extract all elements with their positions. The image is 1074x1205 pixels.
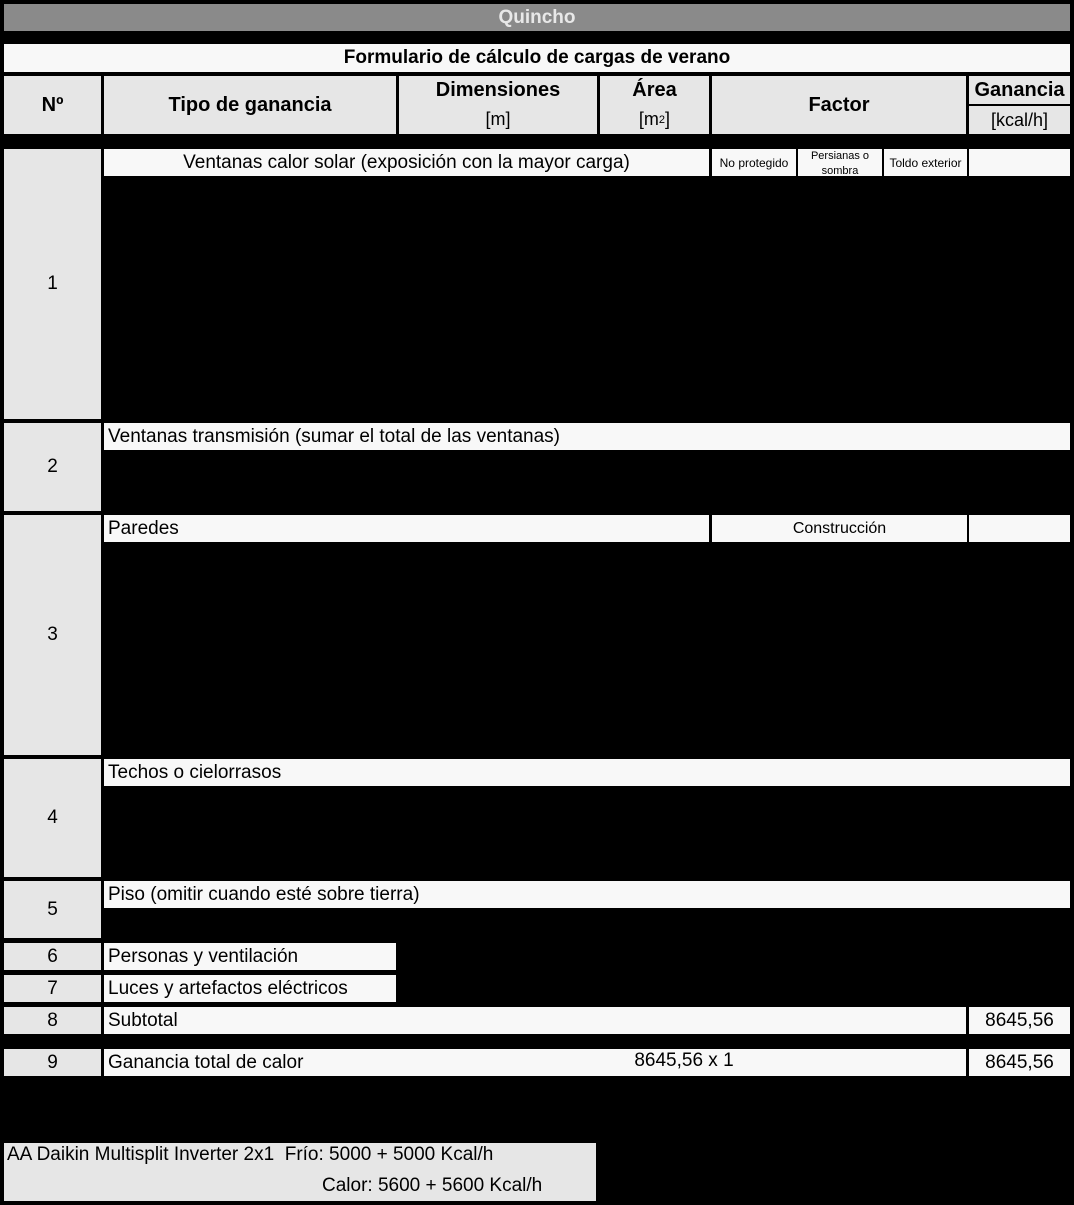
header-area-label: Área: [632, 79, 677, 101]
solar-factor-awning: Toldo exterior: [884, 149, 967, 176]
area-unit-base: [m: [638, 109, 659, 129]
header-dimensions: [399, 76, 597, 134]
header-gain-type: Tipo de ganancia: [104, 76, 396, 134]
row-label-6: Personas y ventilación: [104, 943, 396, 970]
header-gain: Ganancia: [969, 76, 1070, 104]
total-calculation: 8645,56 x 1: [634, 1050, 734, 1071]
row-label-1: Ventanas calor solar (exposición con la mayor carga): [104, 149, 709, 176]
row-label-7: Luces y artefactos eléctricos: [104, 975, 396, 1002]
row-label-2: Ventanas transmisión (sumar el total de las ventanas): [104, 423, 1070, 450]
header-area-unit: [600, 105, 709, 134]
total-row: [104, 1049, 966, 1076]
walls-factor: Construcción: [712, 515, 967, 542]
solar-factor-unprotected: No protegido: [712, 149, 796, 176]
row-number-4: 4: [4, 759, 101, 877]
header-factor: Factor: [712, 76, 966, 134]
solar-gain-cell: [969, 149, 1070, 176]
equipment-heating: Calor: 5600 + 5600 Kcal/h: [322, 1175, 543, 1196]
walls-gain-cell: [969, 515, 1070, 542]
row-label-5: Piso (omitir cuando esté sobre tierra): [104, 881, 1070, 908]
row-number-8: 8: [4, 1007, 101, 1034]
sheet-title: Quincho: [4, 4, 1070, 31]
area-unit-close: ]: [665, 109, 671, 129]
subtotal-label: Subtotal: [104, 1007, 966, 1034]
row-number-2: 2: [4, 423, 101, 511]
header-number: Nº: [4, 76, 101, 134]
equipment-cooling: AA Daikin Multisplit Inverter 2x1 Frío: 5000 + 5000 Kcal/h: [7, 1144, 494, 1165]
header-area: [600, 76, 709, 134]
row-label-3: Paredes: [104, 515, 709, 542]
total-value: 8645,56: [969, 1049, 1070, 1076]
row-label-4: Techos o cielorrasos: [104, 759, 1070, 786]
subtotal-value: 8645,56: [969, 1007, 1070, 1034]
row-number-1: 1: [4, 149, 101, 419]
row-number-3: 3: [4, 515, 101, 755]
header-dimensions-label: Dimensiones: [435, 79, 561, 101]
form-title: Formulario de cálculo de cargas de verano: [4, 44, 1070, 72]
row-number-5: 5: [4, 881, 101, 938]
row-number-6: 6: [4, 943, 101, 970]
total-label: Ganancia total de calor: [108, 1051, 304, 1073]
header-dimensions-unit: [m]: [485, 109, 511, 129]
solar-factor-shade: Persianas o sombra: [798, 149, 882, 176]
row-number-9: 9: [4, 1049, 101, 1076]
equipment-note: [4, 1143, 596, 1201]
area-unit-exponent: 2: [658, 113, 666, 126]
header-gain-unit: [kcal/h]: [969, 106, 1070, 134]
row-number-7: 7: [4, 975, 101, 1002]
